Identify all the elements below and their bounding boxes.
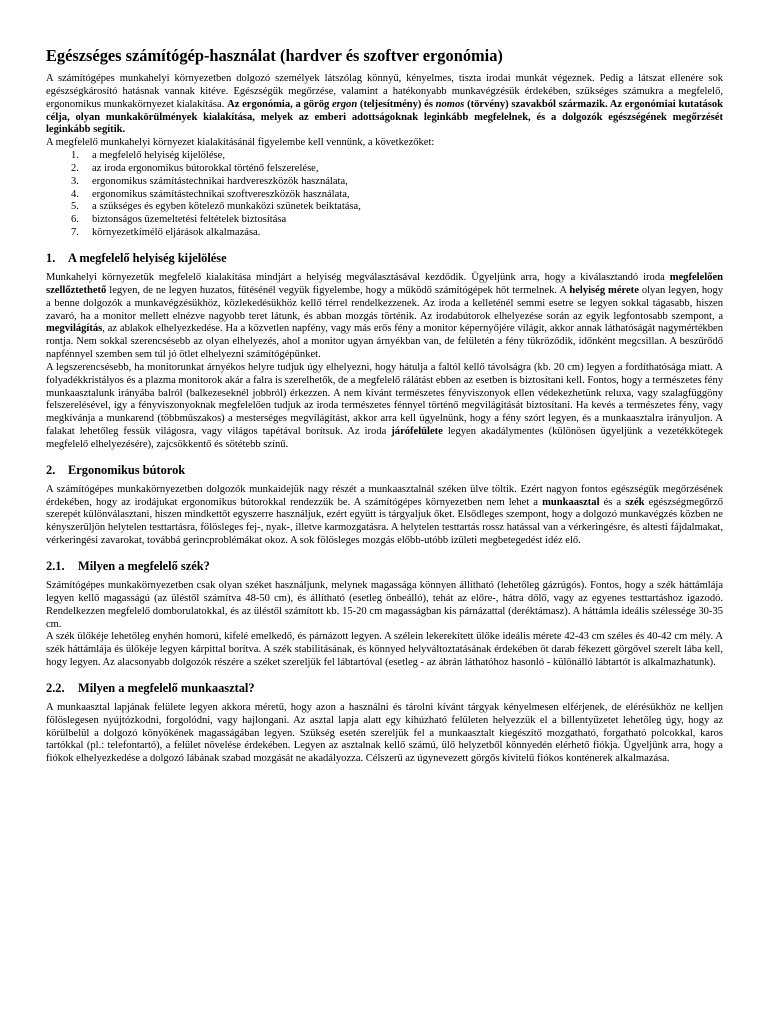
section-title: A megfelelő helyiség kijelölése xyxy=(68,250,227,265)
intro-term-nomos: nomos xyxy=(435,98,465,110)
requirements-list xyxy=(46,150,723,240)
list-item-number: 4. xyxy=(71,188,79,200)
section-2-2-paragraph-1: A munkaasztal lapjának felülete legyen akkora méretű, hogy azon a használni és tárolni kívánt tárgyak kényelmesen elférjenek, de elérésükhöz ne kelljen fölöslegesen nyújtózkodni, forgolódni, vagy hajlongani. Az asztal lapja alatt egy kihúzható felületen helyezzük el a billentyűzetet lehetőleg úgy, hogy az körülbelül a dolgozó könyökének magasságában legyen. Szükség esetén szereljük fel a munkaasztalt kiegészítő mozgatható, forgatható polcokkal, karos tartókkal (pl.: telefontartó), a felület növelése érdekében. Legyen az asztalnak kellő számú, ülő helyzetből könnyedén elérhető fiókja. Ügyeljünk arra, hogy a fiókok elhelyezkedése a dolgozó lábának szabad mozgását ne akadályozza. Célszerű az úgynevezett görgős kivitelű fiókos konténerek alkalmazása. xyxy=(46,701,723,765)
list-item-number: 3. xyxy=(71,175,79,187)
list-item-number: 5. xyxy=(71,201,79,213)
section-number: 2. xyxy=(46,462,56,477)
emphasis-text: munkaasztal xyxy=(542,496,600,508)
body-text: A legszerencsésebb, ha monitorunkat árnyékos helyre tudjuk úgy elhelyezni, hogy hátulja a faltól kellő távolságra (kb. 20 cm) legyen a fordíthatósága miatt. A folyadékkristályos és a plazma monitorok akár a falra is szerelhetők, de a megfelelő rálátást ebben az esetben is biztosítani kell. Fontos, hogy a természetes fény munkaasztalunk irányába balról (balkezeseknél jobbról) érkezzen. A nem kívánt természetes fényviszonyok ellen védekezhetünk reluxa, vagy szalagfüggöny felszerelésével, így a fényviszonyoknak megfelelően tudjuk az iroda természetes fénnyel történő megvilágítását biztosítani. Ha kevés a természetes fény, vagy megkívánja a munkarend (többműszakos) a mesterséges megvilágítást, akkor arra kell ügyelnünk, hogy a fény szórt legyen, és a munkaasztalra irányuljon. A falakat lehetőleg fessük világosra, vagy világos tapétával borítsuk. Az iroda xyxy=(46,361,723,438)
intro-list-lead: A megfelelő munkahelyi környezet kialakításánál figyelembe kell vennünk, a következőket: xyxy=(46,137,435,149)
section-heading-2-2 xyxy=(46,681,723,696)
list-item-text: ergonomikus számítástechnikai hardvereszközök használata, xyxy=(92,175,348,187)
intro-bold-text: (törvény) szavakból származik. Az ergonómiai kutatások célja, olyan munkakörülmények kialakítása, melyek az emberi adottságoknak leginkább megfelelnek, és a dolgozók egészségének megőrzését leginkább segítik. xyxy=(46,98,723,136)
section-heading-2 xyxy=(46,463,723,478)
section-2-paragraph-1 xyxy=(46,484,723,548)
intro-paragraph xyxy=(46,73,723,137)
emphasis-text: megvilágítás xyxy=(46,323,103,335)
page-title: Egészséges számítógép-használat (hardver és szoftver ergonómia) xyxy=(46,46,503,65)
body-text: és a xyxy=(599,496,626,508)
intro-text: A számítógépes munkahelyi környezetben dolgozó személyek látszólag könnyű, kényelmes, tiszta irodai munkát végeznek. Pedig a látszat ellenére sok egészségkárosító hatásnak vannak kitéve. Egészségük megőrzése, valamint a hatékonyabb munkavégzésük érdekében, szükséges számukra a megfelelő, ergonomikus munkakörnyezet kialakítása. xyxy=(46,73,723,110)
list-item-text: a szükséges és egyben kötelező munkaközi szünetek beiktatása, xyxy=(92,201,361,213)
body-text: , az ablakok elhelyezkedése. Ha a közvetlen napfény, vagy más erős fény a monitor képernyőjére világít, akkor annak láthatóságát nagymértékben rontja. Nem sokkal szerencsésebb az olyan elhelyezés, ahol a monitor ugyan árnyékban van, de felületén a fény tükröződik, időnként megcsillan. A beszűrődő napfénnyel szemben sem túl jó ötlet elhelyezni számítógépünket. xyxy=(46,323,723,361)
list-item-number: 2. xyxy=(71,162,79,174)
body-text: legyen akadálymentes (különösen ügyeljünk a vezetékkötegek megfelelő elhelyezésére), zajcsökkentő és sötétebb színű. xyxy=(46,426,723,450)
list-item-number: 7. xyxy=(71,227,79,239)
list-item xyxy=(46,201,723,214)
section-title: Milyen a megfelelő munkaasztal? xyxy=(78,680,255,695)
section-title: Ergonomikus bútorok xyxy=(68,462,186,477)
body-text: A számítógépes munkakörnyezetben dolgozók munkaidejük nagy részét a munkaasztalnál széken ülve töltik. Ezért nagyon fontos egészségük megőrzésének érdekében, hogy az irodájukat ergonomikus bútorokkal rendezzük be. A számítógépes környezetben nem lehet a xyxy=(46,483,723,508)
emphasis-text: helyiség mérete xyxy=(569,284,639,296)
list-item-number: 1. xyxy=(71,150,79,162)
section-1-paragraph-2 xyxy=(46,362,723,452)
list-item-text: biztonságos üzemeltetési feltételek biztosítása xyxy=(92,214,287,226)
list-item-text: ergonomikus számítástechnikai szoftvereszközök használata, xyxy=(92,188,350,200)
body-text: olyan legyen, hogy a benne dolgozók a munkavégzésükhöz, közlekedésükhöz kellő térrel rendelkezzenek. Az iroda a kelleténél semmi esetre se legyen sokkal tágasabb, hiszen zavaró, ha a monitor mellett elnézve nagyobb teret látunk, és abban mozgás történik. Az irodabútorok elhelyezése során az egyik legfontosabb szempont, a xyxy=(46,284,724,322)
list-item-text: környezetkímélő eljárások alkalmazása. xyxy=(92,227,261,239)
emphasis-text: megfelelően szellőztethető xyxy=(46,271,723,296)
list-item xyxy=(46,227,723,240)
list-item xyxy=(46,189,723,202)
section-2-1-paragraph-2: A szék ülőkéje lehetőleg enyhén homorú, kifelé emelkedő, és párnázott legyen. A szélein lekerekített ülőke ideális mérete 42-43 cm széles és 40-42 cm mély. A szék háttámlája és ülőkéje legyen kárpittal borítva. A szék stabilitásának, és könnyed helyváltoztatásának érdekében öt darab fékezett görgővel szerelt lába kell, hogy legyen. Az alacsonyabb dolgozók részére a széket szereljük fel lábtartóval (esetleg - az ábrán láthatóhoz hasonló - különálló lábtartót is alkalmazhatunk). xyxy=(46,631,723,669)
list-item xyxy=(46,214,723,227)
list-item xyxy=(46,176,723,189)
section-2-1-paragraph-1: Számítógépes munkakörnyezetben csak olyan széket használjunk, melynek magassága könnyen állítható (lehetőleg gázrúgós). Fontos, hogy a szék háttámlája legyen kellő magasságú (az üléstől számítva 48-50 cm), és állítható (esetleg önbeálló), tehát az előre-, hátra dőlő, vagy az egyenes testtartáshoz igazodó. Rendelkezzen megfelelő domborulatokkal, és az üléstől számított kb. 15-20 cm magasságban kis párnázattal (deréktámasz). A háttámla ideális szélessége 30-35 cm. xyxy=(46,580,723,630)
intro-bold-text: Az ergonómia, a görög xyxy=(227,98,332,110)
intro-term-ergon: ergon xyxy=(332,98,358,110)
intro-bold-text: (teljesítmény) és xyxy=(357,98,436,110)
emphasis-text: járófelülete xyxy=(391,426,443,438)
body-text: egészségmegőrző szerepét különválasztani, hiszen mindkettőt egyszerre használjuk, ezért együtt is tárgyaljuk őket. Elsődleges szempont, hogy a dolgozó munkavégzés közben ne kényszerüljön helytelen testtartásra, fölösleges fej-, nyak-, illetve karmozgatásra. A helytelen testtartás rossz hatással van a vérkeringésre, és altesti fájdalmakat, vérkeringési zavarokat, továbbá gerincproblémákat okoz. A sok fölösleges mozgás előbb-utóbb izületi megbetegedést idéz elő. xyxy=(46,496,723,547)
body-text: legyen, de ne legyen huzatos, fűtésénél vegyük figyelembe, hogy a működő számítógépek hőt termelnek. A xyxy=(106,284,570,296)
list-item-text: az iroda ergonomikus bútorokkal történő felszerelése, xyxy=(92,162,319,174)
body-text: Munkahelyi környezetük megfelelő kialakítása mindjárt a helyiség megválasztásával kezdődik. Ügyeljünk arra, hogy a kiválasztandó iroda xyxy=(46,271,670,283)
section-title: Milyen a megfelelő szék? xyxy=(78,559,210,573)
section-number: 2.2. xyxy=(46,680,65,695)
list-item-text: a megfelelő helyiség kijelölése, xyxy=(92,150,225,162)
section-1-paragraph-1 xyxy=(46,272,723,362)
section-heading-1 xyxy=(46,251,723,266)
section-heading-2-1 xyxy=(46,559,723,574)
emphasis-text: szék xyxy=(625,496,645,508)
section-number: 2.1. xyxy=(46,559,65,573)
list-item-number: 6. xyxy=(71,214,79,226)
section-number: 1. xyxy=(46,250,56,265)
list-item xyxy=(46,163,723,176)
list-item xyxy=(46,150,723,163)
